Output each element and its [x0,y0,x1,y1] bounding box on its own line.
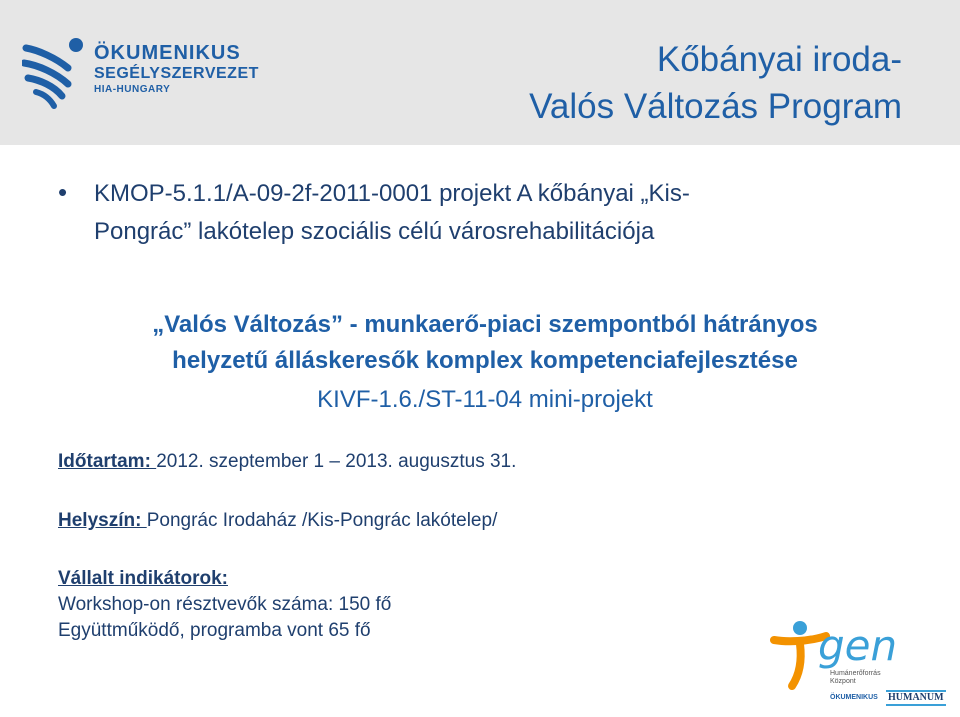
duration-value: 2012. szeptember 1 – 2013. augusztus 31. [156,451,517,472]
bullet-text [94,175,838,251]
gen-logo-subtitle [830,670,881,686]
bullet-dot-icon: • [58,177,68,207]
footer-logos [770,618,944,710]
title-line-2: Valós Változás Program [529,87,902,126]
duration-row [58,449,516,475]
subtitle-line-2: helyzetű álláskeresők komplex kompetenciafejlesztése [172,347,798,374]
indicators-label: Vállalt indikátorok: [58,568,228,589]
page-title [529,36,902,130]
gen-sub-line-1: Humánerőforrás [830,670,881,677]
indicator-item: Workshop-on résztvevők száma: 150 fő [58,594,392,615]
gen-sub-line-2: Központ [830,678,856,685]
title-line-1: Kőbányai iroda- [656,40,902,79]
humanum-logo: HUMANUM [886,690,946,706]
indicator-item: Együttműködő, programba vont 65 fő [58,620,371,641]
bullet-line-2: Pongrác” lakótelep szociális célú városrehabilitációja [94,218,655,245]
duration-label: Időtartam: [58,451,157,472]
program-subtitle [70,307,900,379]
logo-line-1: ÖKUMENIKUS [94,42,241,64]
location-row [58,508,497,534]
logo-line-2: SEGÉLYSZERVEZET [94,65,259,82]
okumenikus-mini-logo: ÖKUMENIKUS [830,694,878,701]
subtitle-line-1: „Valós Változás” - munkaerő-piaci szempontból hátrányos [152,311,818,338]
location-value: Pongrác Irodaház /Kis-Pongrác lakótelep/ [146,510,498,531]
project-code: KIVF-1.6./ST-11-04 mini-projekt [317,386,653,413]
logo-line-3: HIA-HUNGARY [94,84,171,95]
gen-logo-text: gen [818,621,898,670]
project-bullet [58,175,838,251]
location-label: Helyszín: [58,510,147,531]
indicators-block [58,566,391,644]
bullet-line-1: KMOP-5.1.1/A-09-2f-2011-0001 projekt A kőbányai „Kis- [94,180,690,207]
header-band [0,0,960,145]
okumenikus-logo-text [94,42,259,97]
